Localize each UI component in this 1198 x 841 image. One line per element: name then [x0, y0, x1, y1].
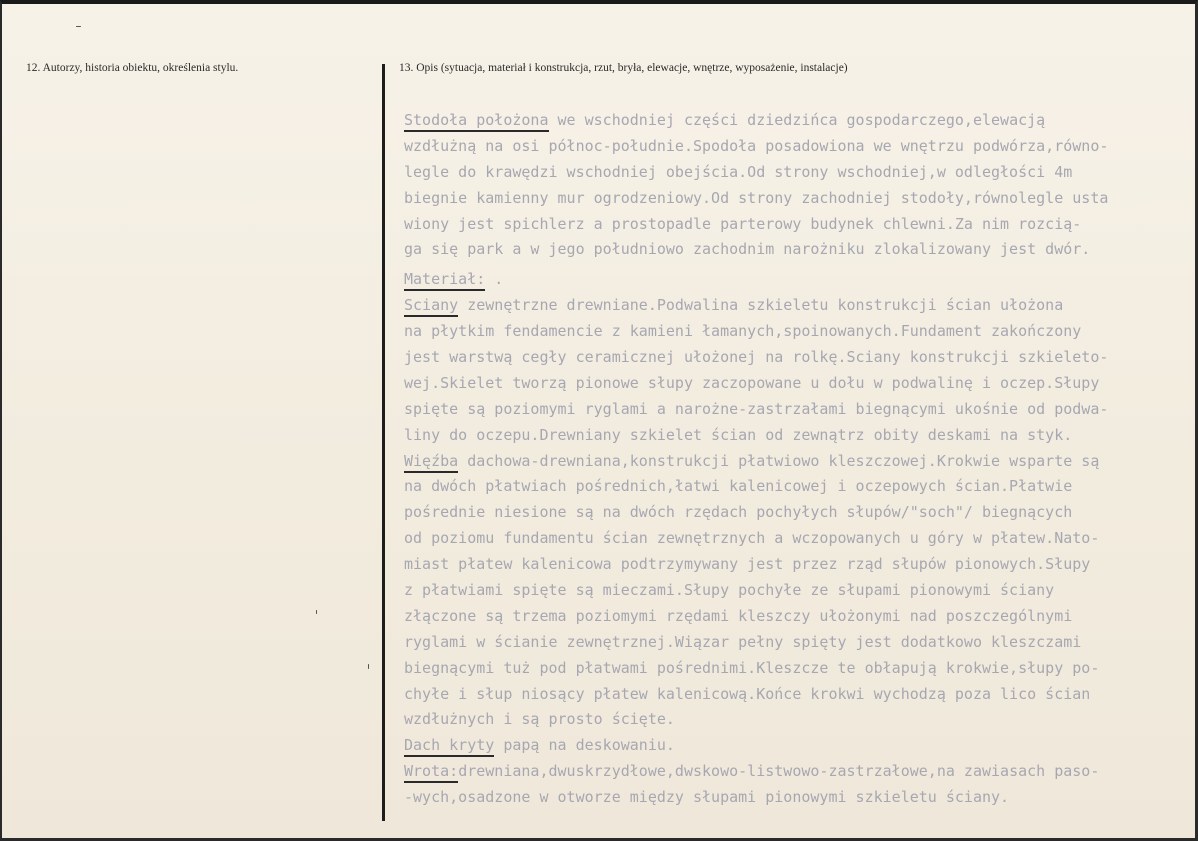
heading-roof-truss: Więźba: [404, 451, 459, 470]
heading-roof-covering: Dach kryty: [404, 736, 495, 755]
text-line: Wrota:drewniana,dwuskrzydłowe,dwskowo-listwowo-zastrzałowe,na zawiasach paso-: [404, 762, 1100, 781]
text-line: liny do oczepu.Drewniany szkielet ścian od zewnątrz obity deskami na styk.: [404, 425, 1073, 444]
text-line: Dach kryty papą na deskowaniu.: [404, 736, 675, 755]
paper-mark: [368, 664, 369, 669]
text-line: na płytkim fendamencie z kamieni łamanych,spoinowanych.Fundament zakończony: [404, 322, 1082, 341]
text-line: Materiał: .: [404, 270, 504, 289]
text-line: wej.Skielet tworzą pionowe słupy zaczopowane u dołu w podwalinę i oczep.Słupy: [404, 373, 1100, 392]
text-line: na dwóch płatwiach pośrednich,łatwi kalenicowej i oczepowych ścian.Płatwie: [404, 477, 1073, 496]
text-line: biegnie kamienny mur ogrodzeniowy.Od strony zachodniej stodoły,równolegle usta: [404, 188, 1109, 207]
text-line: ryglami w ścianie zewnętrznej.Wiązar pełny spięty jest dodatkowo kleszczami: [404, 632, 1082, 651]
text-line: ga się park a w jego południowo zachodnim narożniku zlokalizowany jest dwór.: [404, 240, 1091, 259]
text-line: od poziomu fundamentu ścian zewnętrznych a wczopowanych u góry w płatew.Nato-: [404, 529, 1100, 548]
text-line: miast płatew kalenicowa podtrzymywany jest przez rząd słupów pionowych.Słupy: [404, 555, 1091, 574]
paper-mark: [316, 610, 317, 614]
text-line: Sciany zewnętrzne drewniane.Podwalina szkieletu konstrukcji ścian ułożona: [404, 296, 1064, 315]
text-line: jest warstwą cegły ceramicznej ułożonej na rolkę.Sciany konstrukcji szkieleto-: [404, 348, 1109, 367]
description-text: [404, 108, 1184, 811]
text-line: wiony jest spichlerz a prostopadle parterowy budynek chlewni.Za nim rozcią-: [404, 214, 1082, 233]
text-line: Więźba dachowa-drewniana,konstrukcji płatwiowo kleszczowej.Krokwie wsparte są: [404, 451, 1100, 470]
column-divider: [382, 64, 385, 821]
text-line: Stodoła położona we wschodniej części dziedzińca gospodarczego,elewacją: [404, 111, 1046, 129]
text-line: z płatwiami spięte są mieczami.Słupy pochyłe ze słupami pionowymi ściany: [404, 581, 1055, 600]
text-line: pośrednie niesione są na dwóch rzędach pochyłych słupów/"soch"/ biegnących: [404, 503, 1073, 522]
text-line: chyłe i słup niosący płatew kalenicową.Końce krokwi wychodzą poza lico ścian: [404, 684, 1091, 703]
field-12-label: 12. Autorzy, historia obiektu, określenia stylu.: [26, 62, 239, 74]
text-line: wzdłużną na osi północ-południe.Spodoła posadowiona we wnętrzu podwórza,równo-: [404, 136, 1109, 155]
heading-situation: Stodoła położona: [404, 111, 549, 129]
text-line: wzdłużnych i są prosto ścięte.: [404, 710, 675, 729]
heading-walls: Sciany: [404, 296, 459, 315]
field-13-label: 13. Opis (sytuacja, materiał i konstrukcja, rzut, bryła, elewacje, wnętrze, wyposażenie, instalacje): [399, 62, 848, 74]
heading-material: Materiał:: [404, 270, 486, 289]
text-line: złączone są trzema poziomymi rzędami kleszczy ułożonymi nad poszczególnymi: [404, 606, 1073, 625]
text-line: -wych,osadzone w otworze między słupami pionowymi szkieletu ściany.: [404, 788, 1010, 807]
text-line: biegnącymi tuż pod płatwami pośrednimi.Kleszcze te obłapują krokwie,słupy po-: [404, 658, 1100, 677]
text-line: legle do krawędzi wschodniej obejścia.Od strony wschodniej,w odległości 4m: [404, 162, 1073, 181]
heading-gate: Wrota:: [404, 762, 459, 781]
paper-mark: [76, 26, 81, 27]
text-line: spięte są poziomymi ryglami a narożne-zastrzałami biegnącymi ukośnie od podwa-: [404, 399, 1109, 418]
